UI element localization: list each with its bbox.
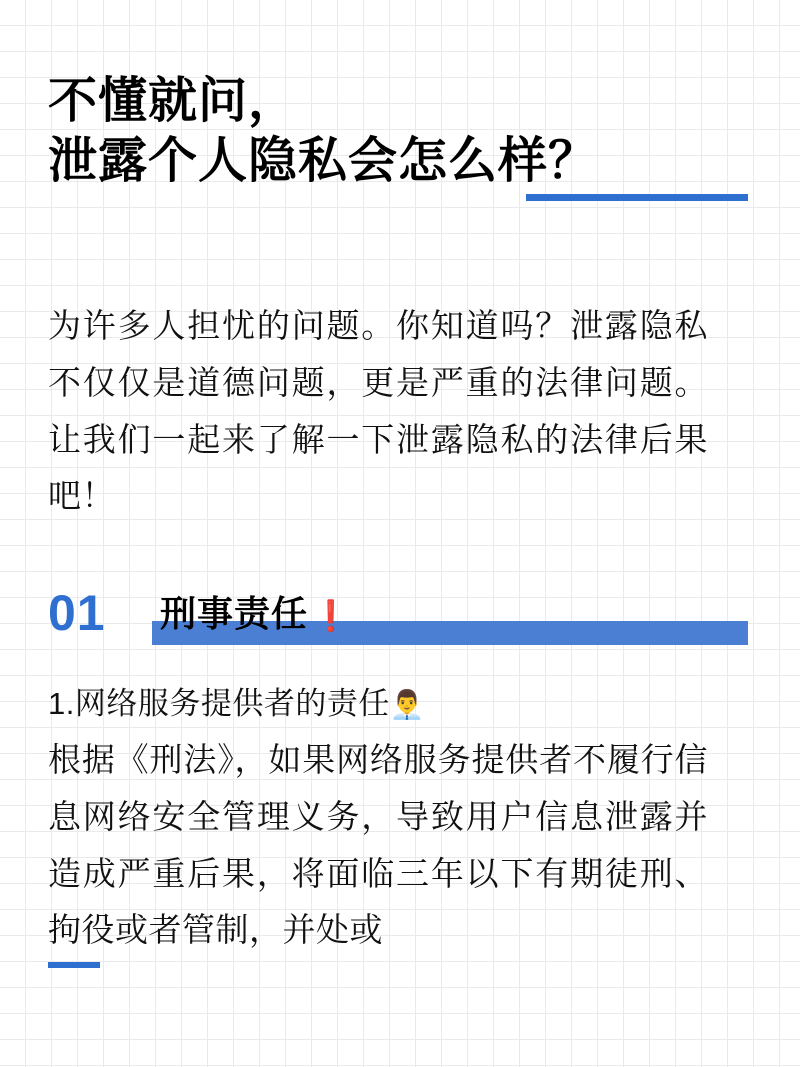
office-worker-icon: 👨‍💼: [389, 689, 426, 720]
section-title-text: 刑事责任: [160, 593, 309, 634]
section-title-wrap: [160, 594, 350, 634]
title-line-2: 泄露个人隐私会怎么样？: [48, 133, 599, 188]
subheading-text: 1.网络服务提供者的责任: [48, 686, 390, 721]
section-header: [48, 585, 752, 662]
title-underline: [526, 194, 748, 201]
subheading: [48, 678, 748, 723]
page-content: [48, 0, 752, 1067]
title-line-1: 不懂就问，: [48, 74, 299, 128]
page-title: [48, 72, 748, 192]
bottom-accent-bar: [48, 962, 100, 968]
body-paragraph: 根据《刑法》，如果网络服务提供者不履行信息网络安全管理义务，导致用户信息泄露并造成严重后果，将面临三年以下有期徒刑、拘役或者管制，并处或: [48, 741, 708, 949]
exclamation-icon: ❗: [312, 600, 351, 633]
section-number: 01: [48, 585, 106, 641]
intro-paragraph: 为许多人担忧的问题。你知道吗？泄露隐私不仅仅是道德问题，更是严重的法律问题。让我们一起来了解一下泄露隐私的法律后果吧！: [48, 307, 708, 515]
